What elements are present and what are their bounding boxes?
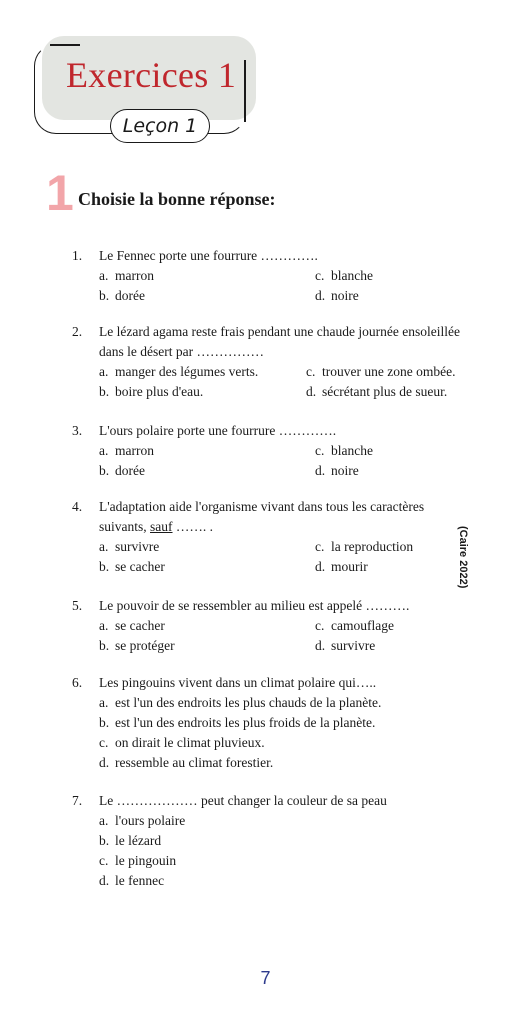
option-a[interactable]: a. est l'un des endroits les plus chauds de la planète. <box>99 695 382 710</box>
section-title: Choisie la bonne réponse: <box>78 189 276 209</box>
question-number: 5. <box>72 598 83 613</box>
option-c[interactable]: c. camouflage <box>315 618 394 633</box>
option-c[interactable]: c. trouver une zone ombée. <box>306 364 456 379</box>
question-5 <box>72 596 472 656</box>
question-7 <box>72 791 472 891</box>
question-number: 4. <box>72 499 83 514</box>
options <box>99 362 472 402</box>
option-a[interactable]: a. manger des légumes verts. <box>99 364 259 379</box>
question-1 <box>72 246 472 306</box>
page-number: 7 <box>260 968 271 988</box>
option-c[interactable]: c. blanche <box>315 268 373 283</box>
header-frame-line <box>244 60 246 122</box>
question-number: 3. <box>72 423 83 438</box>
question-text: Le pouvoir de se ressembler au milieu est appelé ………. <box>99 598 410 613</box>
emphasis-word: sauf <box>150 519 173 534</box>
option-b[interactable]: b. boire plus d'eau. <box>99 384 204 399</box>
lesson-badge: Leçon 1 <box>110 109 210 143</box>
option-a[interactable]: a. l'ours polaire <box>99 813 186 828</box>
option-d[interactable]: d. mourir <box>315 559 368 574</box>
option-b[interactable]: b. se cacher <box>99 559 165 574</box>
question-number: 1. <box>72 248 83 263</box>
question-3 <box>72 421 472 481</box>
page-title: Exercices 1 <box>66 55 237 95</box>
option-a[interactable]: a. marron <box>99 443 154 458</box>
option-a[interactable]: a. survivre <box>99 539 160 554</box>
options <box>99 616 472 656</box>
question-text: L'adaptation aide l'organisme vivant dans tous les caractères suivants, sauf ……. . <box>99 499 425 534</box>
option-d[interactable]: d. sécrétant plus de sueur. <box>306 384 448 399</box>
question-text: Le lézard agama reste frais pendant une chaude journée ensoleillée dans le désert par …………… <box>99 324 460 359</box>
option-b[interactable]: b. dorée <box>99 463 145 478</box>
question-number: 6. <box>72 675 83 690</box>
option-d[interactable]: d. noire <box>315 463 359 478</box>
question-4 <box>72 497 467 577</box>
question-number: 7. <box>72 793 83 808</box>
question-text: L'ours polaire porte une fourrure …………. <box>99 423 337 438</box>
option-b[interactable]: b. est l'un des endroits les plus froids de la planète. <box>99 715 376 730</box>
option-b[interactable]: b. dorée <box>99 288 145 303</box>
option-d[interactable]: d. noire <box>315 288 359 303</box>
option-c[interactable]: c. la reproduction <box>315 539 414 554</box>
option-d[interactable]: d. ressemble au climat forestier. <box>99 755 274 770</box>
option-a[interactable]: a. marron <box>99 268 154 283</box>
option-b[interactable]: b. le lézard <box>99 833 162 848</box>
question-text: Les pingouins vivent dans un climat polaire qui….. <box>99 675 377 690</box>
source-note: (Caire 2022) <box>457 526 469 589</box>
option-c[interactable]: c. on dirait le climat pluvieux. <box>99 735 265 750</box>
options <box>99 266 472 306</box>
question-text: Le Fennec porte une fourrure …………. <box>99 248 318 263</box>
question-text: Le ……………… peut changer la couleur de sa peau <box>99 793 387 808</box>
options <box>99 811 472 891</box>
option-c[interactable]: c. le pingouin <box>99 853 177 868</box>
options <box>99 441 472 481</box>
option-a[interactable]: a. se cacher <box>99 618 165 633</box>
option-c[interactable]: c. blanche <box>315 443 373 458</box>
question-6 <box>72 673 472 773</box>
question-number: 2. <box>72 324 83 339</box>
section-number: 1 <box>46 165 74 221</box>
question-2 <box>72 322 472 402</box>
option-d[interactable]: d. le fennec <box>99 873 165 888</box>
option-d[interactable]: d. survivre <box>315 638 376 653</box>
options <box>99 693 472 773</box>
options <box>99 537 467 577</box>
option-b[interactable]: b. se protéger <box>99 638 175 653</box>
header-frame-line <box>50 44 80 46</box>
